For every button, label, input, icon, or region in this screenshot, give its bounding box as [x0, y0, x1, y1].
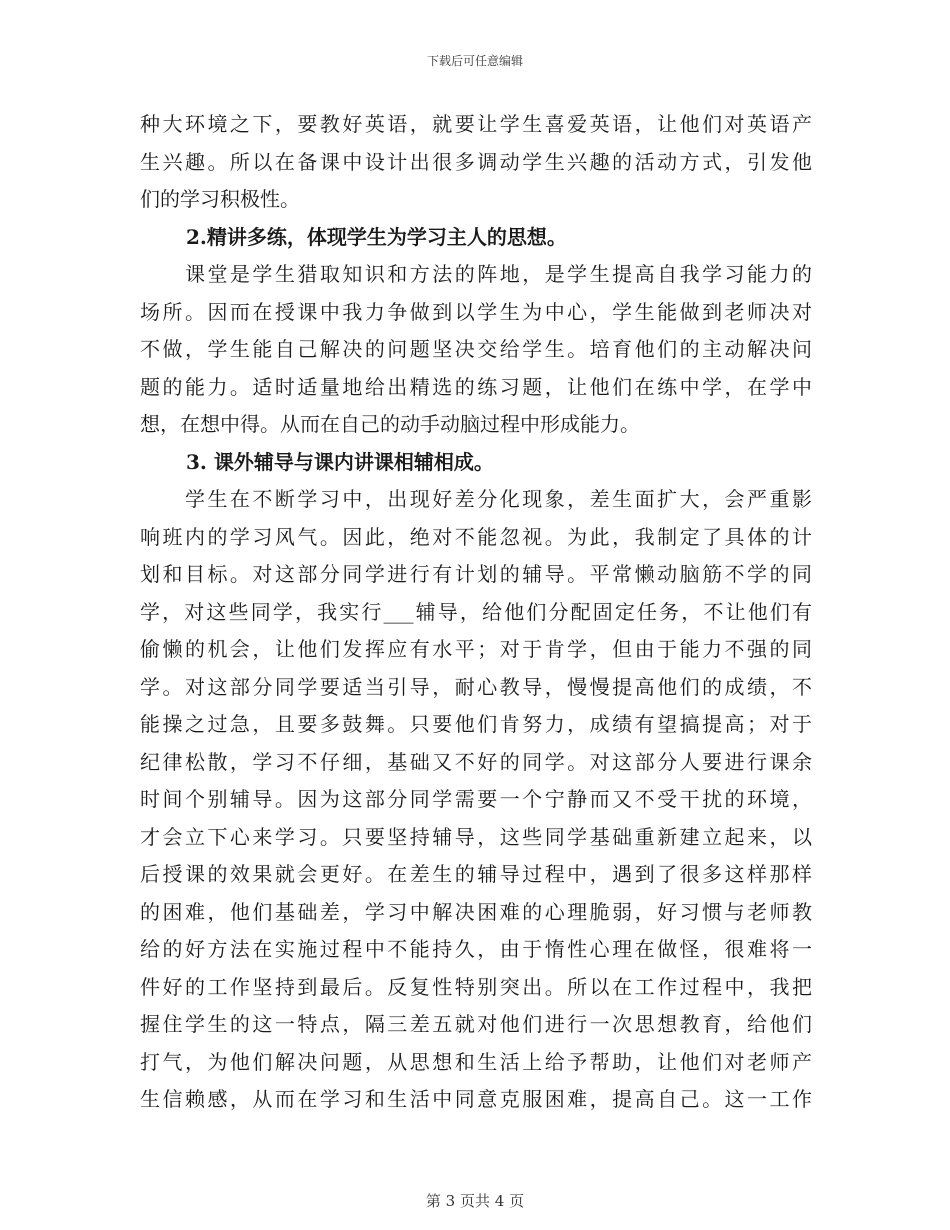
text-line: 划和目标。对这部分同学进行有计划的辅导。平常懒动脑筋不学的同	[140, 562, 812, 586]
text-line: 握住学生的这一特点，隔三差五就对他们进行一次思想教育，给他们	[140, 1012, 812, 1036]
text-line: 学。对这部分同学要适当引导，耐心教导，慢慢提高他们的成绩，不	[140, 674, 812, 699]
text-line: 生兴趣。所以在备课中设计出很多调动学生兴趣的活动方式，引发他	[140, 149, 812, 174]
text-line: 生信赖感，从而在学习和生活中同意克服困难，提高自己。这一工作	[140, 1087, 812, 1111]
text-line: 给的好方法在实施过程中不能持久，由于惰性心理在做怪，很难将一	[140, 937, 812, 961]
section-heading: 3. 课外辅导与课内讲课相辅相成。	[186, 449, 494, 474]
text-line: 学，对这些同学，我实行___辅导，给他们分配固定任务，不让他们有	[140, 599, 812, 624]
text-line: 时间个别辅导。因为这部分同学需要一个宁静而又不受干扰的环境，	[140, 787, 812, 811]
text-line: 想，在想中得。从而在自己的动手动脑过程中形成能力。	[140, 412, 640, 436]
page-header: 下载后可任意编辑	[426, 54, 523, 68]
document-body	[140, 106, 812, 1119]
text-line: 们的学习积极性。	[140, 187, 300, 211]
text-line: 不做，学生能自己解决的问题坚决交给学生。培育他们的主动解决问	[140, 337, 812, 361]
text-line: 后授课的效果就会更好。在差生的辅导过程中，遇到了很多这样那样	[140, 862, 812, 886]
page-footer: 第 3 页共 4 页	[425, 1192, 525, 1210]
text-line: 课堂是学生猎取知识和方法的阵地，是学生提高自我学习能力的	[140, 262, 812, 286]
text-line: 题的能力。适时适量地给出精选的练习题，让他们在练中学，在学中	[140, 374, 812, 399]
text-line: 响班内的学习风气。因此，绝对不能忽视。为此，我制定了具体的计	[140, 524, 812, 549]
section-heading: 2.精讲多练，体现学生为学习主人的思想。	[186, 224, 567, 249]
text-line: 打气，为他们解决问题，从思想和生活上给予帮助，让他们对老师产	[140, 1049, 812, 1074]
text-line: 种大环境之下，要教好英语，就要让学生喜爱英语，让他们对英语产	[140, 112, 812, 136]
text-line: 件好的工作坚持到最后。反复性特别突出。所以在工作过程中，我把	[140, 974, 812, 999]
text-line: 纪律松散，学习不仔细，基础又不好的同学。对这部分人要进行课余	[140, 749, 812, 774]
text-line: 偷懒的机会，让他们发挥应有水平；对于肯学，但由于能力不强的同	[140, 637, 812, 661]
text-line: 学生在不断学习中，出现好差分化现象，差生面扩大，会严重影	[140, 487, 812, 511]
text-line: 能操之过急，且要多鼓舞。只要他们肯努力，成绩有望搞提高；对于	[140, 712, 812, 736]
text-line: 才会立下心来学习。只要坚持辅导，这些同学基础重新建立起来，以	[140, 824, 812, 849]
text-line: 场所。因而在授课中我力争做到以学生为中心，学生能做到老师决对	[140, 299, 812, 324]
text-line: 的困难，他们基础差，学习中解决困难的心理脆弱，好习惯与老师教	[140, 899, 812, 924]
